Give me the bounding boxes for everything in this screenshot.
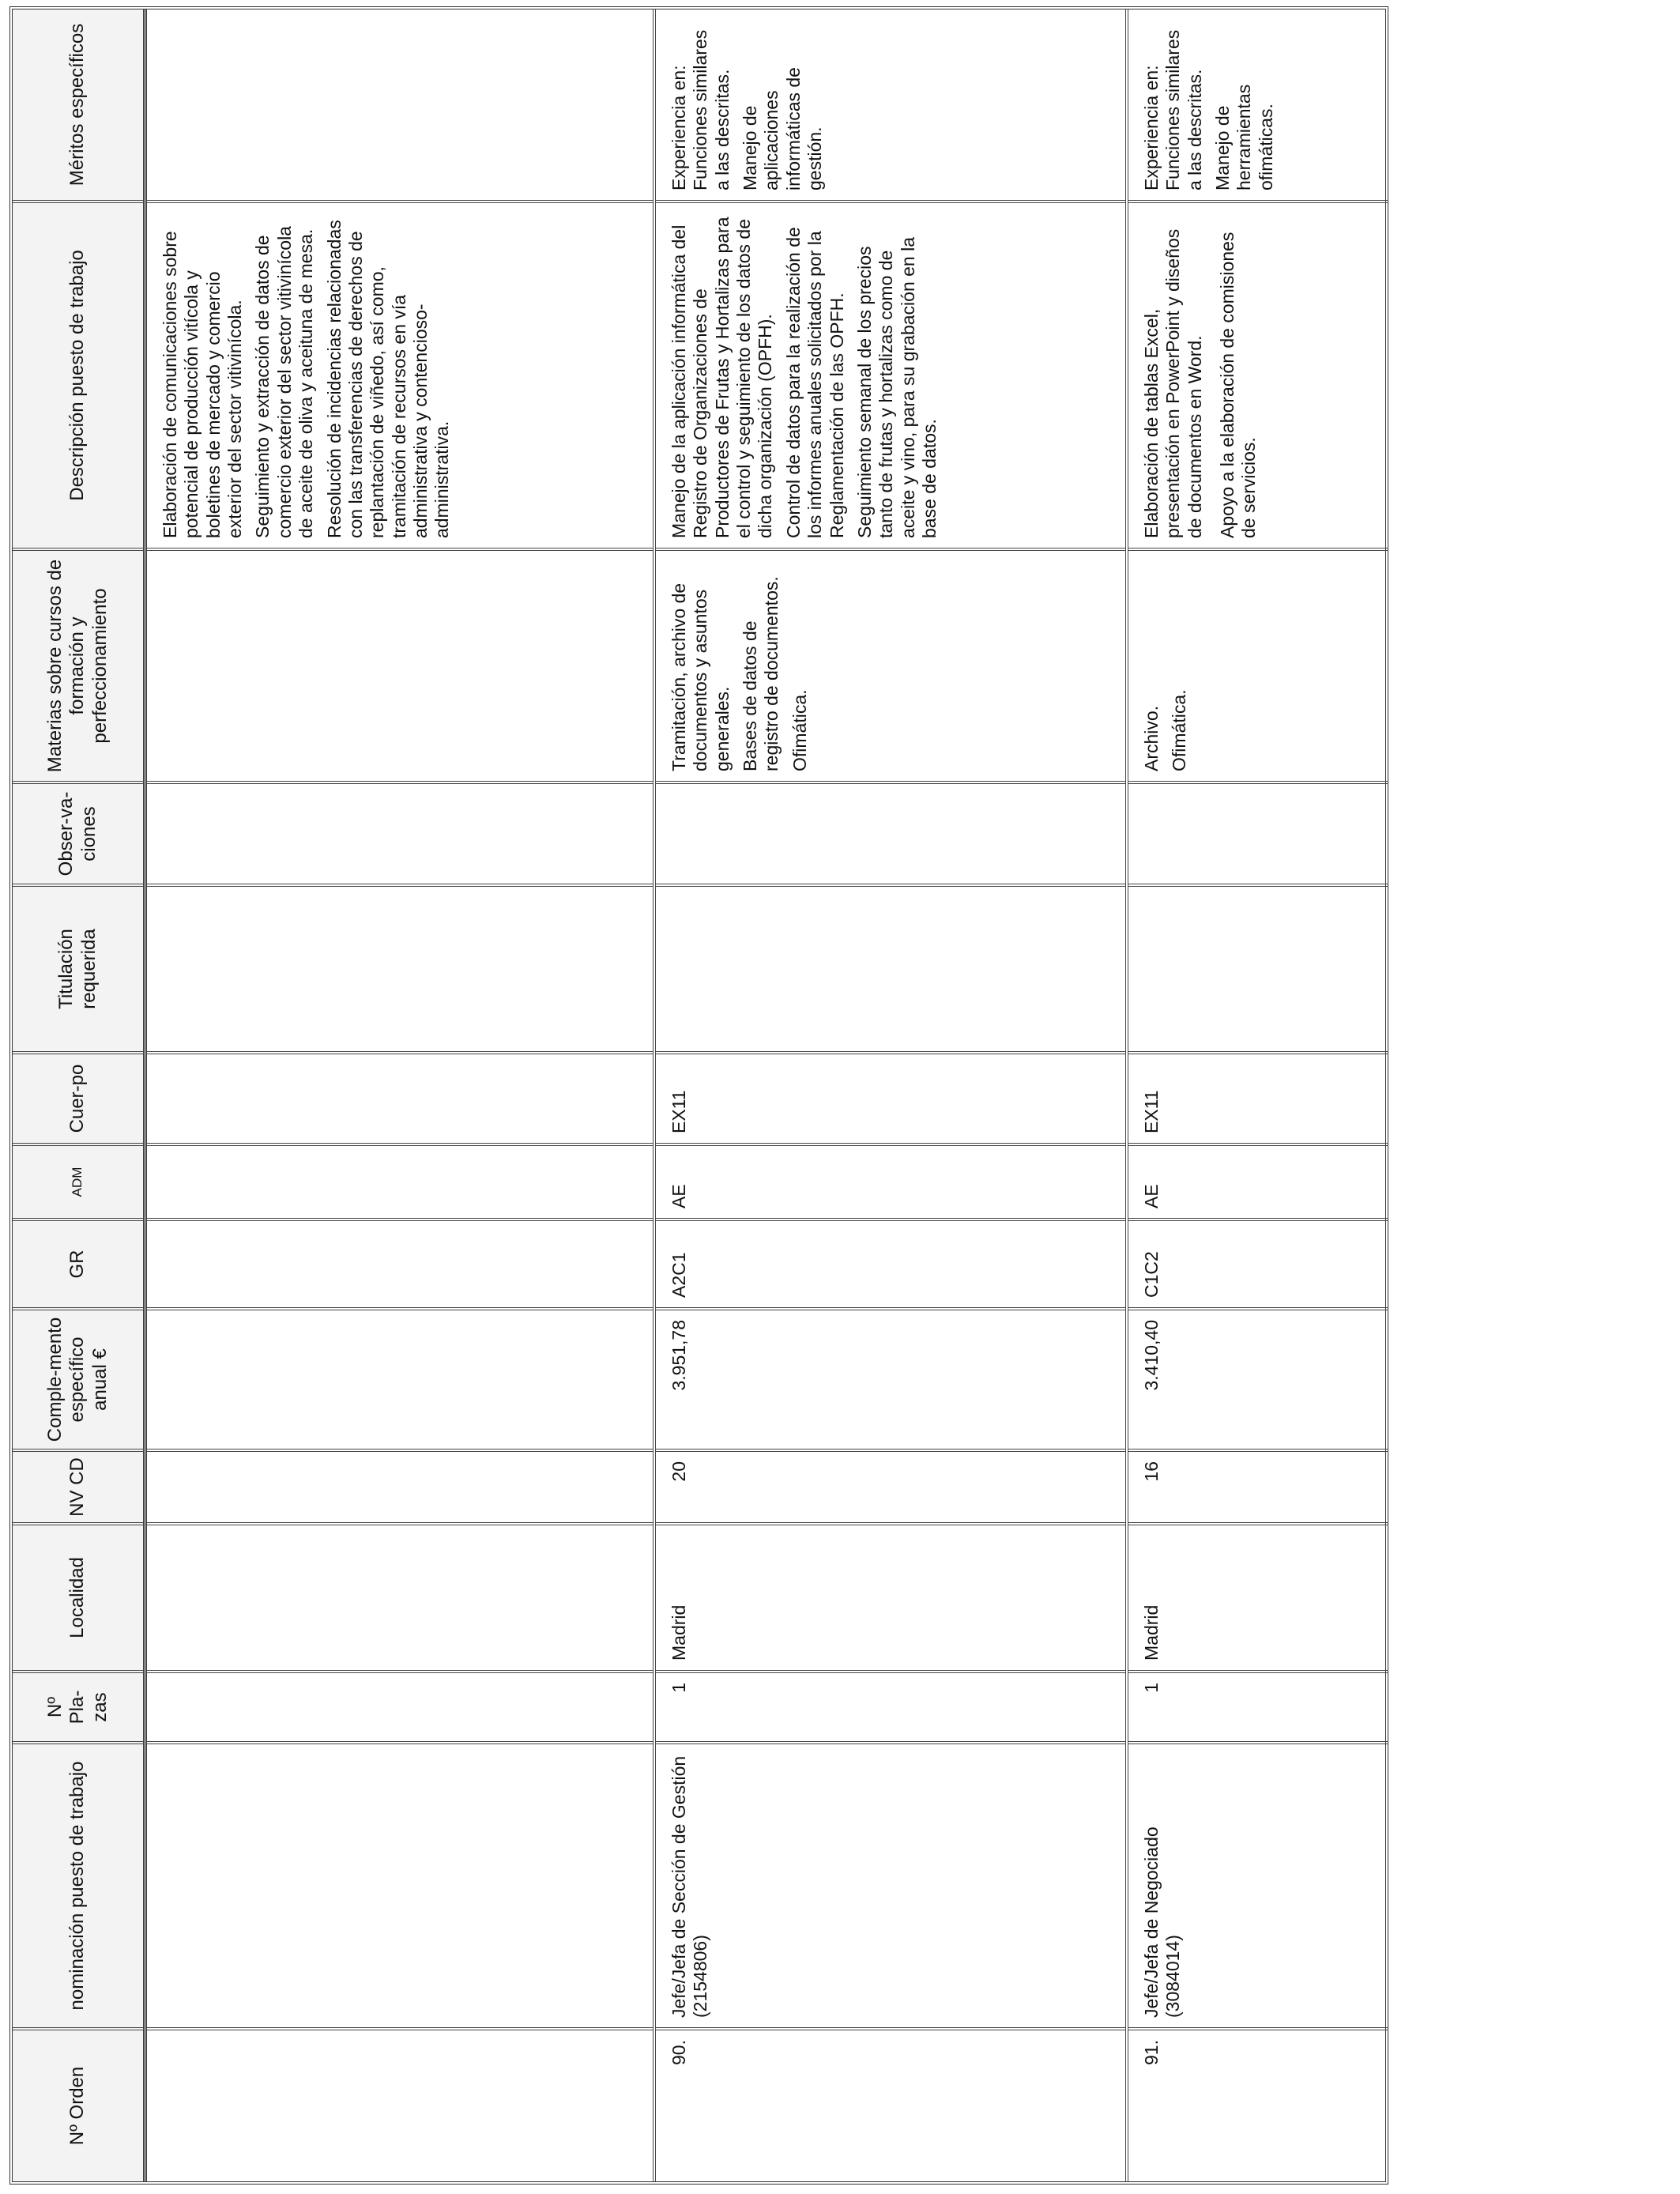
- cell-observaciones: [1128, 781, 1388, 884]
- materia-item: Tramitación, archivo de documentos y asuntos generales.: [669, 582, 733, 771]
- cell-empty: [147, 9, 653, 200]
- merito-item: Manejo de aplicaciones informáticas de gestión.: [740, 67, 826, 190]
- cell-empty: [147, 1143, 653, 1218]
- materia-item: Ofimática.: [1169, 689, 1190, 771]
- continuation-descripcion: [147, 200, 653, 548]
- header-nivel: NV CD: [13, 1449, 143, 1522]
- cell-meritos: [656, 9, 1125, 200]
- header-grupo: GR: [13, 1218, 143, 1307]
- cell-nivel: 16: [1128, 1449, 1388, 1522]
- header-cuerpo: Cuer-po: [13, 1051, 143, 1143]
- cell-grupo: A2C1: [656, 1218, 1125, 1307]
- cell-empty: [147, 1307, 653, 1449]
- cell-orden: 90.: [656, 2027, 1125, 2181]
- header-meritos: Méritos específicos: [66, 23, 89, 187]
- cell-titulacion: [656, 884, 1125, 1051]
- cell-localidad: Madrid: [656, 1522, 1125, 1670]
- cell-empty: [147, 548, 653, 781]
- header-observaciones: Obser-va-ciones: [13, 781, 143, 884]
- header-adm: ADM: [13, 1143, 143, 1218]
- header-denominacion: nominación puesto de trabajo: [13, 1741, 143, 2027]
- table-header-row: [13, 9, 147, 2181]
- cell-descripcion: [1128, 200, 1388, 548]
- table-row-91: [1125, 9, 1388, 2181]
- merito-item: Experiencia en: Funciones similares a las descritas.: [1141, 29, 1205, 190]
- materia-item: Ofimática.: [789, 689, 810, 771]
- cell-empty: [147, 2027, 653, 2181]
- cell-adm: AE: [656, 1143, 1125, 1218]
- descripcion-item: Manejo de la aplicación informática del Registro de Organizaciones de Productores de Frutas y Hortalizas para el control y seguimiento de los datos de dicha organización (OPFH).: [669, 217, 776, 538]
- descripcion-item: Elaboración de comunicaciones sobre potencial de producción vitícola y boletines de mercado y comercio exterior del sector vitivinícola.: [160, 231, 246, 538]
- puestos-table: [9, 6, 1388, 2185]
- header-materias: Materias sobre cursos de formación y perfeccionamiento: [13, 548, 143, 781]
- cell-materias: [656, 548, 1125, 781]
- descripcion-item: Apoyo a la elaboración de comisiones de servicios.: [1217, 232, 1260, 538]
- cell-plazas: 1: [1128, 1670, 1388, 1741]
- cell-empty: [147, 884, 653, 1051]
- cell-materias: [1128, 548, 1388, 781]
- cell-observaciones: [656, 781, 1125, 884]
- cell-empty: [147, 1051, 653, 1143]
- cell-empty: [147, 1218, 653, 1307]
- cell-cuerpo: EX11: [656, 1051, 1125, 1143]
- descripcion-item: Seguimiento semanal de los precios tanto de frutas y hortalizas como de aceite y vino, para su grabación en la base de datos.: [853, 236, 940, 538]
- cell-complemento: 3.410,40: [1128, 1307, 1388, 1449]
- cell-empty: [147, 781, 653, 884]
- cell-denominacion: Jefe/Jefa de Sección de Gestión (2154806): [656, 1741, 1125, 2027]
- materia-item: Archivo.: [1141, 705, 1162, 771]
- cell-localidad: Madrid: [1128, 1522, 1388, 1670]
- header-titulacion: Titulación requerida: [13, 884, 143, 1051]
- cell-adm: AE: [1128, 1143, 1388, 1218]
- header-descripcion: Descripción puesto de trabajo: [13, 200, 143, 548]
- cell-cuerpo: EX11: [1128, 1051, 1388, 1143]
- descripcion-item: Elaboración de tablas Excel, presentación en PowerPoint y diseños de documentos en Word.: [1141, 228, 1205, 538]
- header-complemento: Comple-mento específico anual €: [13, 1307, 143, 1449]
- cell-titulacion: [1128, 884, 1388, 1051]
- header-plazas: Nº Pla-zas: [13, 1670, 143, 1741]
- descripcion-item: Control de datos para la realización de los informes anuales solicitados por la Reglamentación de las OPFH.: [782, 227, 847, 538]
- cell-nivel: 20: [656, 1449, 1125, 1522]
- cell-denominacion: Jefe/Jefa de Negociado (3084014): [1128, 1741, 1388, 2027]
- merito-item: Experiencia en: Funciones similares a las descritas.: [669, 29, 733, 190]
- descripcion-item: Resolución de incidencias relacionadas con las transferencias de derechos de replantación de viñedo, así como, tramitación de recursos en vía administrativa y contencioso-administrativa.: [323, 220, 453, 538]
- cell-grupo: C1C2: [1128, 1218, 1388, 1307]
- cell-empty: [147, 1670, 653, 1741]
- cell-meritos: [1128, 9, 1388, 200]
- continuation-row: [147, 9, 653, 2181]
- header-orden: Nº Orden: [13, 2027, 143, 2181]
- table-row-90: [653, 9, 1125, 2181]
- cell-empty: [147, 1449, 653, 1522]
- cell-empty: [147, 1522, 653, 1670]
- cell-plazas: 1: [656, 1670, 1125, 1741]
- descripcion-item: Seguimiento y extracción de datos de comercio exterior del sector vitivinícola de aceite de oliva y aceituna de mesa.: [252, 226, 317, 538]
- materia-item: Bases de datos de registro de documentos.: [740, 576, 782, 771]
- header-localidad: Localidad: [13, 1522, 143, 1670]
- cell-orden: 91.: [1128, 2027, 1388, 2181]
- cell-descripcion: [656, 200, 1125, 548]
- cell-empty: [147, 1741, 653, 2027]
- merito-item: Manejo de herramientas ofimáticas.: [1212, 84, 1276, 190]
- cell-complemento: 3.951,78: [656, 1307, 1125, 1449]
